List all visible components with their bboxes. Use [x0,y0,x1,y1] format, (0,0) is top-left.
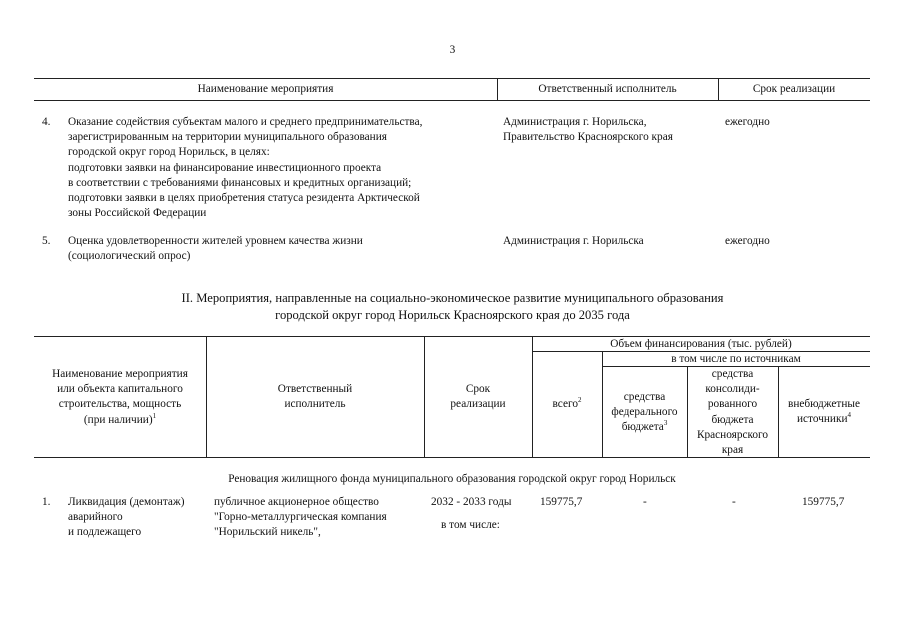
header-funding: Объем финансирования (тыс. рублей) [610,338,792,350]
row-executor: публичное акционерное общество "Горно-металлургическая компания "Норильский никель", [214,496,387,539]
group-title: Реновация жилищного фонда муниципального образования городской округ город Норильск [228,473,676,485]
header-name: Наименование мероприятия [197,83,334,95]
row-executor: Администрация г. Норильска [503,235,644,247]
header-term: Срок реализации [752,83,836,95]
row-total: 159775,7 [540,496,583,508]
header-federal: средства федерального бюджета$^3$ [611,391,678,434]
row-description: Оказание содействия субъектам малого и среднего предпринимательства, зарегистрированным на территории муниципального образования городской округ город Норильск, в целях: подготовки заявки на финансирование инвестиционного проекта в соответствии с требованиями финансовых и кредитных организаций; подготовки заявки в целях приобретения статуса резидента Арктической зоны Российской Федерации [68,116,423,220]
row-number: 5. [42,235,51,247]
page-number: 3 [449,44,456,56]
row-term: ежегодно [725,116,770,128]
section-title: II. Мероприятия, направленные на социально-экономическое развитие муниципального образования городской округ город Норильск Красноярского края до 2035 года [181,291,724,322]
row-term: 2032 - 2033 годы [431,496,512,508]
header-executor: Ответственный исполнитель [538,83,677,95]
row-description: Оценка удовлетворенности жителей уровнем качества жизни (социологический опрос) [68,235,363,263]
header-name: Наименование мероприятия или объекта капитального строительства, мощность (при наличии)$^1$ [52,368,188,426]
row-offbudget: 159775,7 [802,496,845,508]
row-consolidated: - [732,496,736,508]
row-term: ежегодно [725,235,770,247]
row-federal: - [643,496,647,508]
header-total: всего$^2$ [552,396,582,410]
header-offbudget: внебюджетные источники$^4$ [787,398,860,426]
row-executor: Администрация г. Норильска, Правительство Красноярского края [503,116,673,144]
row-number: 4. [42,116,51,128]
row-number: 1. [42,496,51,508]
table-top-rule [34,78,870,79]
header-executor: Ответственный исполнитель [277,383,353,411]
header-consolidated: средства консолиди- рованного бюджета Красноярского края [696,368,769,457]
row-name: Ликвидация (демонтаж) аварийного и подлежащего [68,496,185,539]
table-header-rule [34,100,870,101]
header-term: Срок реализации [450,383,506,411]
header-sources: в том числе по источникам [671,353,801,365]
row-term-note: в том числе: [441,519,500,531]
